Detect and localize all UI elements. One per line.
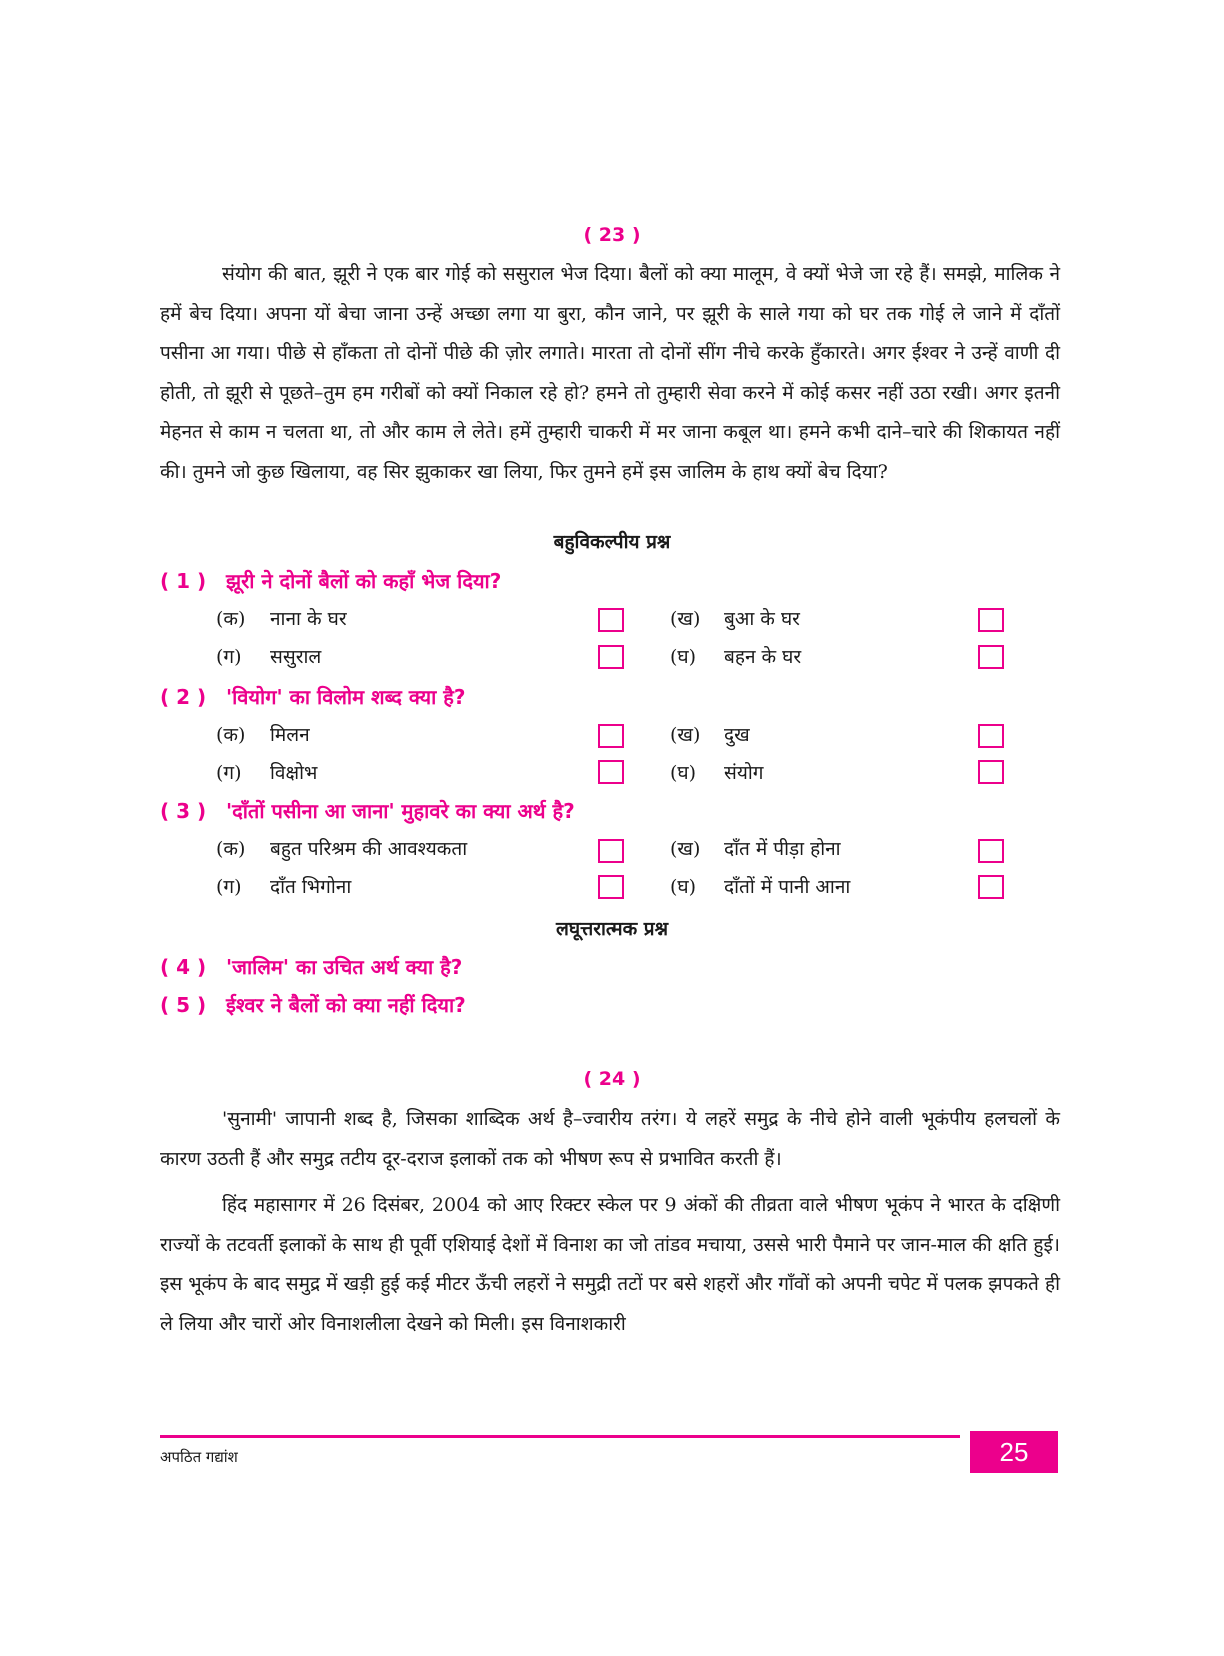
option-1-gha: (घ) बहन के घर [670, 646, 802, 668]
question-number: ( 1 ) [160, 569, 207, 593]
answer-checkbox[interactable] [598, 645, 624, 669]
footer-divider [160, 1435, 960, 1438]
question-text: ईश्वर ने बैलों को क्या नहीं दिया? [226, 993, 466, 1017]
answer-checkbox[interactable] [978, 760, 1004, 784]
option-2-kha: (ख) दुख [670, 724, 750, 746]
option-2-gha: (घ) संयोग [670, 762, 764, 784]
answer-checkbox[interactable] [598, 608, 624, 632]
option-3-ka: (क) बहुत परिश्रम की आवश्यकता [216, 838, 468, 860]
question-number: ( 4 ) [160, 955, 207, 979]
answer-checkbox[interactable] [978, 645, 1004, 669]
answer-checkbox[interactable] [978, 724, 1004, 748]
answer-checkbox[interactable] [978, 608, 1004, 632]
question-number: ( 5 ) [160, 993, 207, 1017]
question-2 [160, 678, 1060, 716]
question-number: ( 3 ) [160, 799, 207, 823]
option-1-ka: (क) नाना के घर [216, 608, 347, 630]
section-number-24: ( 24 ) [583, 1068, 641, 1090]
footer-title: अपठित गद्यांश [160, 1448, 238, 1466]
option-3-gha: (घ) दाँतों में पानी आना [670, 876, 851, 898]
option-1-ga: (ग) ससुराल [216, 646, 322, 668]
option-3-kha: (ख) दाँत में पीड़ा होना [670, 838, 841, 860]
option-1-kha: (ख) बुआ के घर [670, 608, 800, 630]
question-text: 'दाँतों पसीना आ जाना' मुहावरे का क्या अर्थ है? [226, 799, 575, 823]
mcq-heading: बहुविकल्पीय प्रश्न [553, 531, 671, 553]
answer-checkbox[interactable] [598, 724, 624, 748]
answer-checkbox[interactable] [598, 875, 624, 899]
page-number: 25 [970, 1431, 1058, 1473]
question-text: 'वियोग' का विलोम शब्द क्या है? [226, 685, 466, 709]
question-number: ( 2 ) [160, 685, 207, 709]
passage-23: संयोग की बात, झूरी ने एक बार गोई को ससुराल भेज दिया। बैलों को क्या मालूम, वे क्यों भेजे जा रहे हैं। समझे, मालिक ने हमें बेच दिया। अपना यों बेचा जाना उन्हें अच्छा लगा या बुरा, कौन जाने, पर झूरी के साले गया को घर तक गोई ले जाने में दाँतों पसीना आ गया। पीछे से हाँकता तो दोनों पीछे की ज़ोर लगाते। मारता तो दोनों सींग नीचे करके हुँकारते। अगर ईश्वर ने उन्हें वाणी दी होती, तो झूरी से पूछते–तुम हम गरीबों को क्यों निकाल रहे हो? हमने तो तुम्हारी सेवा करने में कोई कसर नहीं उठा रखी। अगर इतनी मेहनत से काम न चलता था, तो और काम ले लेते। हमें तुम्हारी चाकरी में मर जाना कबूल था। हमने कभी दाने–चारे की शिकायत नहीं की। तुमने जो कुछ खिलाया, वह सिर झुकाकर खा लिया, फिर तुमने हमें इस जालिम के हाथ क्यों बेच दिया? [160, 263, 1060, 483]
answer-checkbox[interactable] [598, 839, 624, 863]
section-number-23: ( 23 ) [583, 224, 641, 246]
short-answer-heading: लघूत्तरात्मक प्रश्न [555, 918, 669, 940]
question-1 [160, 562, 1060, 600]
option-2-ka: (क) मिलन [216, 724, 310, 746]
question-4 [160, 948, 1060, 986]
question-3 [160, 792, 1060, 830]
question-5 [160, 986, 1060, 1024]
option-3-ga: (ग) दाँत भिगोना [216, 876, 352, 898]
answer-checkbox[interactable] [978, 839, 1004, 863]
passage-24-para-1: 'सुनामी' जापानी शब्द है, जिसका शाब्दिक अर्थ है–ज्वारीय तरंग। ये लहरें समुद्र के नीचे होने वाली भूकंपीय हलचलों के कारण उठती हैं और समुद्र तटीय दूर-दराज इलाकों तक को भीषण रूप से प्रभावित करती हैं। [160, 1108, 1060, 1170]
answer-checkbox[interactable] [978, 875, 1004, 899]
question-text: 'जालिम' का उचित अर्थ क्या है? [226, 955, 463, 979]
question-text: झूरी ने दोनों बैलों को कहाँ भेज दिया? [226, 569, 502, 593]
passage-24-para-2: हिंद महासागर में 26 दिसंबर, 2004 को आए रिक्टर स्केल पर 9 अंकों की तीव्रता वाले भीषण भूकंप ने भारत के दक्षिणी राज्यों के तटवर्ती इलाकों के साथ ही पूर्वी एशियाई देशों में विनाश का जो तांडव मचाया, उससे भारी पैमाने पर जान-माल की क्षति हुई। इस भूकंप के बाद समुद्र में खड़ी हुई कई मीटर ऊँची लहरों ने समुद्री तटों पर बसे शहरों और गाँवों को अपनी चपेट में पलक झपकते ही ले लिया और चारों ओर विनाशलीला देखने को मिली। इस विनाशकारी [160, 1194, 1060, 1335]
answer-checkbox[interactable] [598, 760, 624, 784]
option-2-ga: (ग) विक्षोभ [216, 762, 318, 784]
